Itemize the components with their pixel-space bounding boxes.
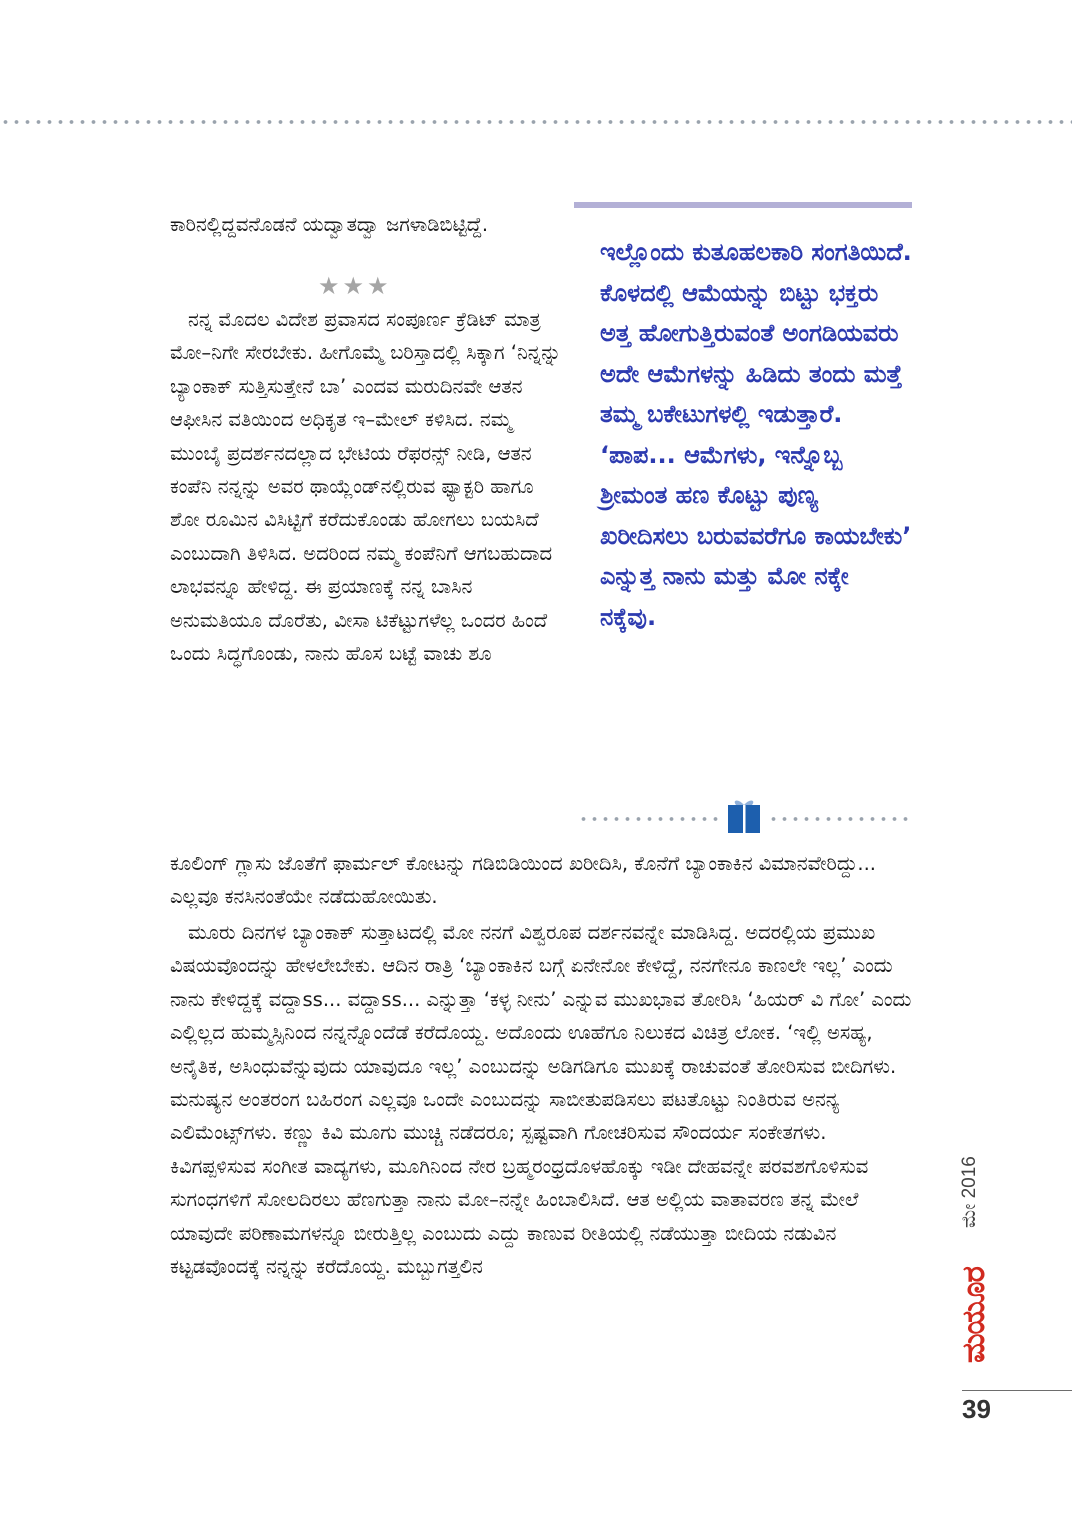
section-separator: ★★★ [318, 272, 392, 300]
body-paragraph-2: ಮೂರು ದಿನಗಳ ಬ್ಯಾಂಕಾಕ್ ಸುತ್ತಾಟದಲ್ಲಿ ಮೋ ನನಗೆ ವಿಶ್ವರೂಪ ದರ್ಶನವನ್ನೇ ಮಾಡಿಸಿದ್ದ. ಅದರಲ್ಲಿಯ ಪ್ರಮುಖ ವಿಷಯವೊಂದನ್ನು ಹೇಳಲೇಬೇಕು. ಆದಿನ ರಾತ್ರಿ ‘ಬ್ಯಾಂಕಾಕಿನ ಬಗ್ಗೆ ಏನೇನೋ ಕೇಳಿದ್ದೆ, ನನಗೇನೂ ಕಾಣಲೇ ಇಲ್ಲ’ ಎಂದು ನಾನು ಕೇಳಿದ್ದಕ್ಕೆ ವದ್ದಾss... ವದ್ದಾss... ಎನ್ನುತ್ತಾ ‘ಕಳ್ಳ ನೀನು’ ಎನ್ನುವ ಮುಖಭಾವ ತೋರಿಸಿ ‘ಹಿಯರ್ ವಿ ಗೋ’ ಎಂದು ಎಲ್ಲಿಲ್ಲದ ಹುಮ್ಮಸ್ಸಿನಿಂದ ನನ್ನನ್ನೊಂದೆಡೆ ಕರೆದೊಯ್ದ. ಅದೊಂದು ಊಹೆಗೂ ನಿಲುಕದ ವಿಚಿತ್ರ ಲೋಕ. ‘ಇಲ್ಲಿ ಅಸಹ್ಯ, ಅನೈತಿಕ, ಅಸಿಂಧುವೆನ್ನುವುದು ಯಾವುದೂ ಇಲ್ಲ’ ಎಂಬುದನ್ನು ಅಡಿಗಡಿಗೂ ಮುಖಕ್ಕೆ ರಾಚುವಂತೆ ತೋರಿಸುವ ಬೀದಿಗಳು. ಮನುಷ್ಯನ ಅಂತರಂಗ ಬಹಿರಂಗ ಎಲ್ಲವೂ ಒಂದೇ ಎಂಬುದನ್ನು ಸಾಬೀತುಪಡಿಸಲು ಪಟತೊಟ್ಟು ನಿಂತಿರುವ ಅನನ್ಯ ಎಲಿಮೆಂಟ್ಸ್‌ಗಳು. ಕಣ್ಣು ಕಿವಿ ಮೂಗು ಮುಚ್ಚಿ ನಡೆದರೂ; ಸ್ಪಷ್ಟವಾಗಿ ಗೋಚರಿಸುವ ಸೌಂದರ್ಯ ಸಂಕೇತಗಳು. ಕಿವಿಗಪ್ಪಳಿಸುವ ಸಂಗೀತ ವಾದ್ಯಗಳು, ಮೂಗಿನಿಂದ ನೇರ ಬ್ರಹ್ಮರಂಧ್ರದೊಳಹೊಕ್ಕು ಇಡೀ ದೇಹವನ್ನೇ ಪರವಶಗೊಳಿಸುವ ಸುಗಂಧಗಳಿಗೆ ಸೋಲದಿರಲು ಹೆಣಗುತ್ತಾ ನಾನು ಮೋ–ನನ್ನೇ ಹಿಂಬಾಲಿಸಿದೆ. ಆತ ಅಲ್ಲಿಯ ವಾತಾವರಣ ತನ್ನ ಮೇಲೆ ಯಾವುದೇ ಪರಿಣಾಮಗಳನ್ನೂ ಬೀರುತ್ತಿಲ್ಲ ಎಂಬುದು ಎದ್ದು ಕಾಣುವ ರೀತಿಯಲ್ಲಿ ನಡೆಯುತ್ತಾ ಬೀದಿಯ ನಡುವಿನ ಕಟ್ಟಡವೊಂದಕ್ಕೆ ನನ್ನನ್ನು ಕರೆದೊಯ್ದ. ಮಬ್ಬುಗತ್ತಲಿನ [170, 921, 912, 1279]
pull-quote-top-rule [574, 202, 912, 208]
top-dotted-rule [0, 118, 1072, 126]
body-paragraph-1-continued: ಕೂಲಿಂಗ್ ಗ್ಲಾಸು ಜೊತೆಗೆ ಫಾರ್ಮಲ್ ಕೋಟನ್ನು ಗಡಿಬಿಡಿಯಿಂದ ಖರೀದಿಸಿ, ಕೊನೆಗೆ ಬ್ಯಾಂಕಾಕಿನ ವಿಮಾನವೇರಿದ್ದು... ಎಲ್ಲವೂ ಕನಸಿನಂತೆಯೇ ನಡೆದುಹೋಯಿತು. [170, 852, 877, 909]
body-paragraph-1: ನನ್ನ ಮೊದಲ ವಿದೇಶ ಪ್ರವಾಸದ ಸಂಪೂರ್ಣ ಕ್ರೆಡಿಟ್ ಮಾತ್ರ ಮೋ–ನಿಗೇ ಸೇರಬೇಕು. ಹೀಗೊಮ್ಮೆ ಬರಿಸ್ತಾದಲ್ಲಿ ಸಿಕ್ಕಾಗ ‘ನಿನ್ನನ್ನು ಬ್ಯಾಂಕಾಕ್ ಸುತ್ತಿಸುತ್ತೇನೆ ಬಾ’ ಎಂದವ ಮರುದಿನವೇ ಆತನ ಆಫೀಸಿನ ವತಿಯಿಂದ ಅಧಿಕೃತ ಇ–ಮೇಲ್ ಕಳಿಸಿದ. ನಮ್ಮ ಮುಂಬೈ ಪ್ರದರ್ಶನದಲ್ಲಾದ ಭೇಟಿಯ ರೆಫರನ್ಸ್ ನೀಡಿ, ಆತನ ಕಂಪೆನಿ ನನ್ನನ್ನು ಅವರ ಥಾಯ್ಲೆಂಡ್‌ನಲ್ಲಿರುವ ಫ್ಯಾಕ್ಟರಿ ಹಾಗೂ ಶೋ ರೂಮಿನ ವಿಸಿಟ್ಟಿಗೆ ಕರೆದುಕೊಂಡು ಹೋಗಲು ಬಯಸಿದೆ ಎಂಬುದಾಗಿ ತಿಳಿಸಿದ. ಅದರಿಂದ ನಮ್ಮ ಕಂಪೆನಿಗೆ ಆಗಬಹುದಾದ ಲಾಭವನ್ನೂ ಹೇಳಿದ್ದ. ಈ ಪ್ರಯಾಣಕ್ಕೆ ನನ್ನ ಬಾಸಿನ ಅನುಮತಿಯೂ ದೊರೆತು, ವೀಸಾ ಟಿಕೆಟ್ಟುಗಳೆಲ್ಲ ಒಂದರ ಹಿಂದೆ ಒಂದು ಸಿದ್ಧಗೊಂಡು, ನಾನು ಹೊಸ ಬಟ್ಟೆ ವಾಚು ಶೂ [170, 308, 561, 666]
page-number-rule [962, 1390, 1072, 1391]
pull-quote: ಇಲ್ಲೊಂದು ಕುತೂಹಲಕಾರಿ ಸಂಗತಿಯಿದೆ. ಕೊಳದಲ್ಲಿ ಆಮೆಯನ್ನು ಬಿಟ್ಟು ಭಕ್ತರು ಅತ್ತ ಹೋಗುತ್ತಿರುವಂತೆ ಅಂಗಡಿಯವರು ಅದೇ ಆಮೆಗಳನ್ನು ಹಿಡಿದು ತಂದು ಮತ್ತೆ ತಮ್ಮ ಬಕೇಟುಗಳಲ್ಲಿ ಇಡುತ್ತಾರೆ. ‘ಪಾಪ... ಆಮೆಗಳು, ಇನ್ನೊಬ್ಬ ಶ್ರೀಮಂತ ಹಣ ಕೊಟ್ಟು ಪುಣ್ಯ ಖರೀದಿಸಲು ಬರುವವರೆಗೂ ಕಾಯಬೇಕು’ ಎನ್ನುತ್ತ ನಾನು ಮತ್ತು ಮೋ ನಕ್ಕೇ ನಕ್ಕೆವು. [600, 238, 912, 631]
gift-icon [726, 796, 762, 834]
magazine-logo: ಮಯೂರ [956, 1267, 992, 1363]
pull-quote-dotted-rule-right [768, 815, 914, 823]
page-number: 39 [962, 1394, 991, 1424]
pull-quote-dotted-rule-left [578, 815, 720, 823]
issue-date: ಮೇ 2016 [959, 1156, 980, 1228]
intro-paragraph: ಕಾರಿನಲ್ಲಿದ್ದವನೊಡನೆ ಯದ್ವಾತದ್ವಾ ಜಗಳಾಡಿಬಿಟ್ಟಿದ್ದೆ. [170, 213, 489, 236]
